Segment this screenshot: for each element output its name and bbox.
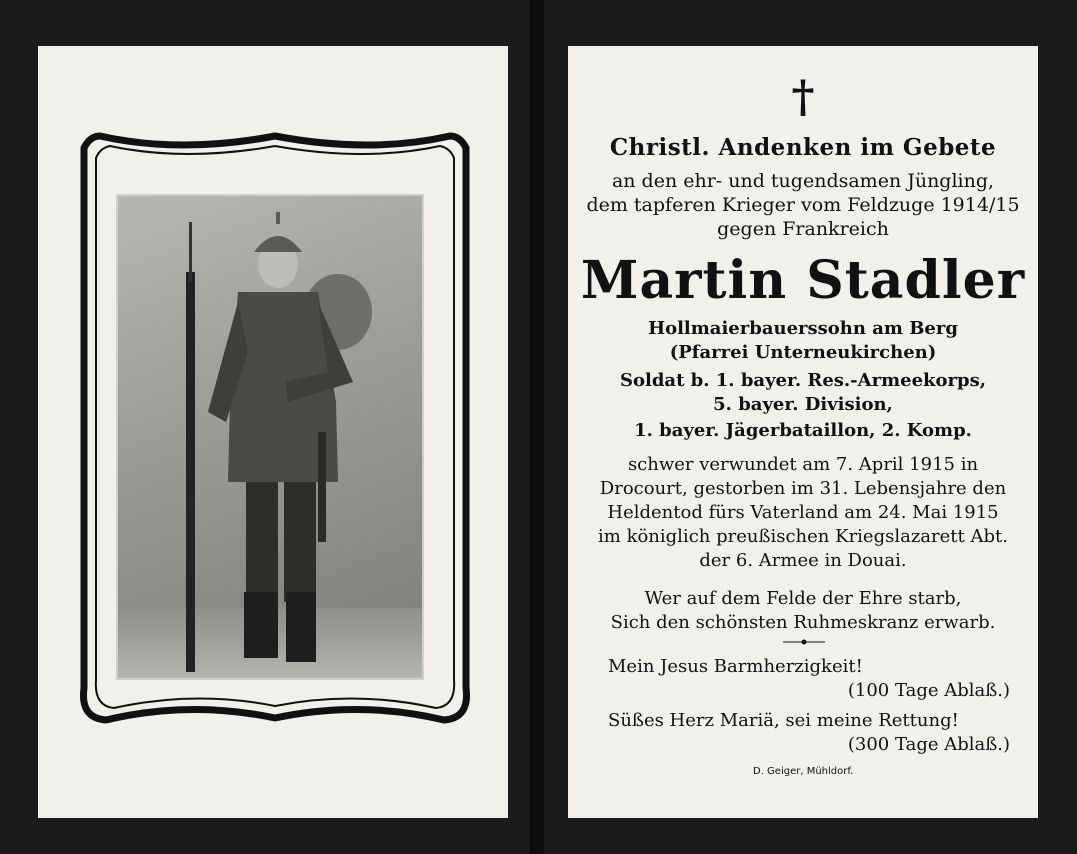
bio-line: 5. bayer. Division,	[713, 394, 893, 415]
bio-line: Hollmaierbauerssohn am Berg	[648, 318, 958, 339]
ornament-divider	[783, 639, 825, 645]
prayer-line: Süßes Herz Mariä, sei meine Rettung!	[608, 710, 959, 731]
card-fold	[530, 0, 544, 854]
indulgence-line: (300 Tage Ablaß.)	[847, 734, 1010, 755]
death-line: der 6. Armee in Douai.	[699, 550, 907, 571]
prayer-line: Mein Jesus Barmherzigkeit!	[608, 656, 863, 677]
memorial-header: Christl. Andenken im Gebete	[609, 134, 997, 161]
bio-line: Soldat b. 1. bayer. Res.-Armeekorps,	[619, 370, 986, 391]
death-line: Drocourt, gestorben im 31. Lebensjahre den	[599, 478, 1007, 499]
death-line: im königlich preußischen Kriegslazarett Abt.	[598, 526, 1008, 547]
intro-line: gegen Frankreich	[717, 218, 889, 240]
verse-line: Sich den schönsten Ruhmeskranz erwarb.	[610, 612, 996, 633]
deceased-name: Martin Stadler	[580, 250, 1026, 311]
indulgence-line: (100 Tage Ablaß.)	[847, 680, 1010, 701]
verse-line: Wer auf dem Felde der Ehre starb,	[644, 588, 962, 609]
bio-line: (Pfarrei Unterneukirchen)	[669, 342, 937, 363]
bio-line: 1. bayer. Jägerbataillon, 2. Komp.	[634, 420, 972, 441]
printer-imprint: D. Geiger, Mühldorf.	[753, 766, 854, 777]
soldier-figure	[168, 202, 378, 672]
death-line: Heldentod fürs Vaterland am 24. Mai 1915	[607, 502, 999, 523]
right-card-panel	[568, 46, 1038, 818]
death-line: schwer verwundet am 7. April 1915 in	[627, 454, 979, 475]
cross-icon: †	[791, 72, 815, 123]
intro-line: dem tapferen Krieger vom Feldzuge 1914/15	[586, 194, 1020, 216]
intro-line: an den ehr- und tugendsamen Jüngling,	[611, 170, 995, 192]
left-card-panel	[38, 46, 508, 818]
soldier-photo	[116, 194, 424, 680]
